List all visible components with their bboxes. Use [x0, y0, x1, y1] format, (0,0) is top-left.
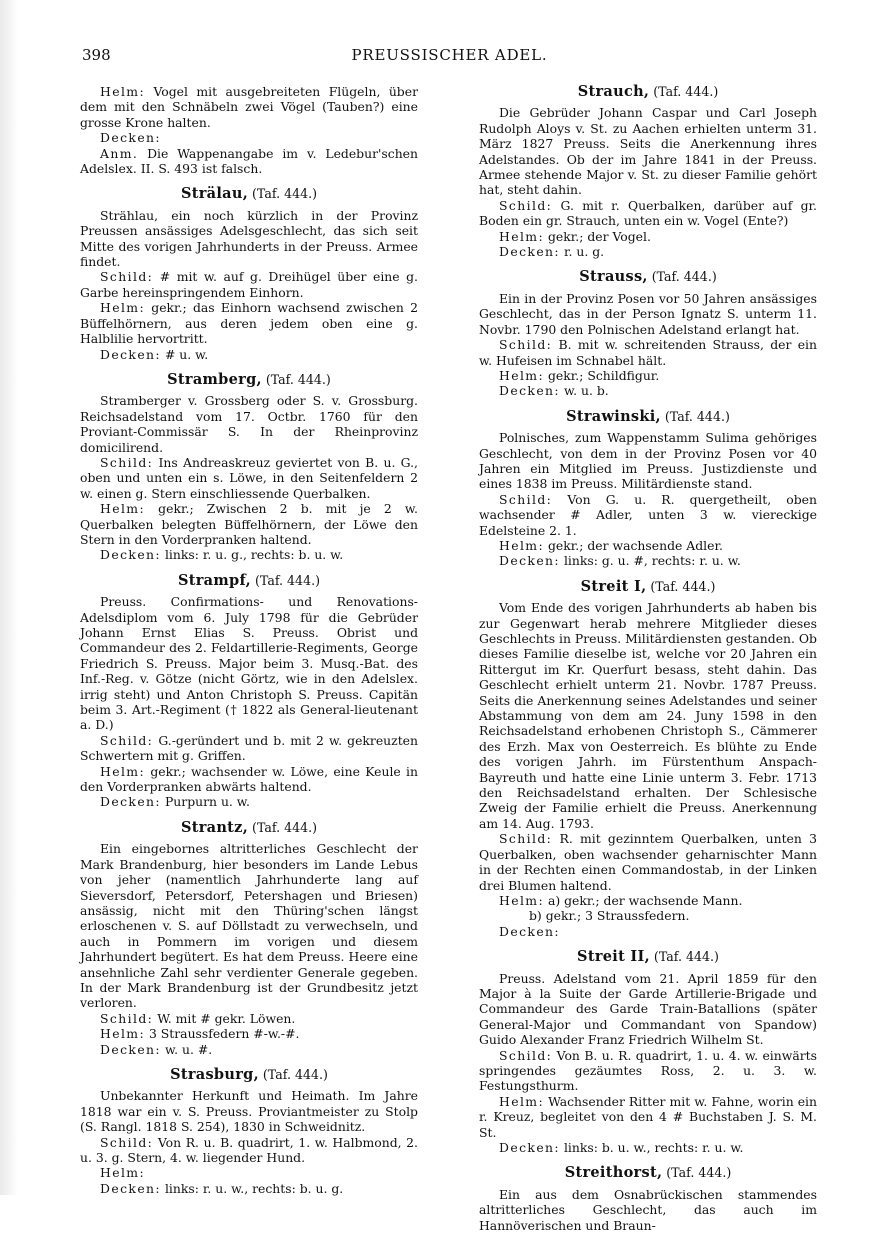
- heraldry-entry: [479, 84, 817, 259]
- field-text: w. u. b.: [560, 383, 609, 399]
- entry-paragraph: [80, 84, 418, 130]
- family-name: Strawinski,: [566, 407, 661, 425]
- field-label: Schild:: [100, 269, 154, 285]
- entry-paragraph: [80, 130, 418, 145]
- plate-reference: (Taf. 444.): [650, 578, 716, 594]
- field-text: Polnisches, zum Wappenstamm Sulima gehöriges Geschlecht, von dem in der Provinz Posen vor 40 Jahren ein Mitglied im Preuss. Justizdienste und eines 1838 im Preuss. Militärdienste stand.: [479, 430, 817, 492]
- family-name: Strauch,: [577, 83, 650, 100]
- entry-paragraph: [479, 244, 817, 259]
- field-text: links: r. u. w., rechts: b. u. g.: [161, 1180, 344, 1196]
- entry-paragraph: [80, 794, 418, 809]
- heraldry-entry: [80, 186, 418, 361]
- entry-paragraph: [479, 368, 817, 383]
- field-label: Decken:: [499, 1140, 561, 1155]
- field-text: gekr.; Zwischen 2 b. mit je 2 w. Querbalken belegten Büffelhörnern, der Löwe den Stern in den Vorderpranken haltend.: [80, 501, 418, 547]
- field-text: Von B. u. R. quadrirt, 1. u. 4. w. einwärts springendes gezäumtes Ross, 2. u. 3. w. Festungsthurm.: [479, 1047, 817, 1094]
- entry-heading: [479, 579, 817, 594]
- page-header: [82, 46, 817, 68]
- entry-paragraph: [479, 924, 817, 939]
- field-label: Decken:: [499, 383, 561, 399]
- field-text: G.-geründert und b. mit 2 w. gekreuzten Schwertern mit g. Griffen.: [80, 732, 418, 764]
- field-text: Purpurn u. w.: [161, 794, 250, 810]
- field-text: # mit w. auf g. Dreihügel über eine g. Garbe hereinspringendem Einhorn.: [80, 269, 418, 300]
- field-label: Decken:: [499, 923, 561, 939]
- field-label: Helm:: [499, 367, 545, 383]
- plate-reference: (Taf. 444.): [653, 84, 719, 99]
- entry-paragraph: [479, 971, 817, 1048]
- field-text: gekr.; Schildfigur.: [544, 367, 660, 383]
- field-label: Decken:: [100, 1180, 162, 1196]
- running-title: PREUSSISCHER ADEL.: [351, 46, 548, 64]
- entry-paragraph: [479, 1094, 817, 1140]
- entry-paragraph: [479, 1140, 817, 1155]
- field-label: Decken:: [100, 794, 162, 810]
- entry-paragraph: [80, 1181, 418, 1196]
- heraldry-entry: [479, 269, 817, 398]
- field-text: Ins Andreaskreuz geviertet von B. u. G., oben und unten ein s. Löwe, in den Seitenfeldern 2 w. einen g. Stern einschliessende Querbalken.: [80, 454, 418, 501]
- entry-paragraph: [479, 229, 817, 244]
- field-label: Schild:: [499, 197, 553, 213]
- entry-heading: [479, 949, 817, 964]
- entry-paragraph: [80, 841, 418, 1010]
- plate-reference: (Taf. 444.): [252, 819, 318, 835]
- entry-paragraph: [80, 764, 418, 795]
- entry-paragraph: [479, 908, 817, 923]
- entry-paragraph: [80, 733, 418, 764]
- field-label: Decken:: [100, 1041, 162, 1057]
- family-name: Strälau,: [180, 185, 249, 203]
- page-number: 398: [82, 46, 111, 64]
- field-label: Anm.: [100, 145, 139, 161]
- field-label: Decken:: [100, 130, 162, 146]
- family-name: Strasburg,: [170, 1065, 259, 1083]
- field-text: gekr.; der Vogel.: [544, 228, 651, 244]
- entry-paragraph: [479, 1187, 817, 1233]
- family-name: Streit II,: [577, 948, 650, 966]
- entry-paragraph: [479, 1048, 817, 1094]
- scan-edge-shadow: [0, 0, 18, 1195]
- field-text: B. mit w. schreitenden Strauss, der ein w. Hufeisen im Schnabel hält.: [479, 337, 817, 368]
- heraldry-entry: [479, 949, 817, 1155]
- field-text: a) gekr.; der wachsende Mann.: [544, 892, 743, 908]
- entry-paragraph: [80, 1135, 418, 1166]
- field-text: Die Wappenangabe im v. Ledebur'schen Adelslex. II. S. 493 ist falsch.: [80, 145, 418, 177]
- field-label: Helm:: [100, 1165, 146, 1181]
- heraldry-entry: [80, 1067, 418, 1196]
- left-column: [80, 84, 418, 1196]
- field-text: Strählau, ein noch kürzlich in der Provinz Preussen ansässiges Adelsgeschlecht, das sich seit Mitte des vorigen Jahrhunderts in der Preuss. Armee findet.: [80, 207, 418, 270]
- plate-reference: (Taf. 444.): [651, 269, 717, 285]
- field-label: Helm:: [100, 501, 146, 517]
- entry-paragraph: [80, 347, 418, 362]
- entry-paragraph: [479, 831, 817, 893]
- plate-reference: (Taf. 444.): [254, 572, 321, 588]
- entry-heading: [80, 372, 418, 387]
- plate-reference: (Taf. 444.): [262, 1066, 328, 1082]
- field-label: Decken:: [100, 346, 162, 362]
- field-text: links: g. u. #, rechts: r. u. w.: [560, 553, 741, 569]
- entry-heading: [80, 1067, 418, 1082]
- entry-paragraph: [479, 383, 817, 398]
- field-text: Ein eingebornes altritterliches Geschlecht der Mark Brandenburg, hier besonders im Lande Lebus von jeher (namentlich Jahrhunderte lang auf Sieversdorf, Petersdorf, Petershagen und Briesen) ansässig, nicht mit den Thüring'schen längst erloschenen v. S. auf Döllstadt zu verwechseln, und auch in Pommern im vorigen und diesem Jahrhundert begütert. Es hat dem Preuss. Heere eine ansehnliche Zahl sehr verdienter Generale gegeben. In der Mark Brandenburg ist der Grundbesitz jetzt verloren.: [80, 841, 418, 1011]
- plate-reference: (Taf. 444.): [265, 371, 331, 387]
- entry-paragraph: [479, 337, 817, 368]
- family-name: Streit I,: [580, 577, 647, 595]
- field-text: Wachsender Ritter mit w. Fahne, worin ein r. Kreuz, begleitet von den 4 # Buchstaben J. S. M. St.: [479, 1093, 817, 1140]
- entry-paragraph: [80, 393, 418, 455]
- field-text: r. u. g.: [560, 244, 605, 260]
- entry-heading: [479, 269, 817, 284]
- heraldry-entry: [80, 820, 418, 1057]
- entry-heading: [80, 820, 418, 835]
- field-label: Helm:: [100, 84, 146, 99]
- field-text: Von R. u. B. quadrirt, 1. w. Halbmond, 2. u. 3. g. Stern, 4. w. liegender Hund.: [80, 1134, 418, 1165]
- field-label: Helm:: [499, 892, 545, 908]
- field-label: Schild:: [100, 1134, 154, 1150]
- entry-paragraph: [80, 269, 418, 300]
- field-text: G. mit r. Querbalken, darüber auf gr. Boden ein gr. Strauch, unten ein w. Vogel (Ente?): [479, 197, 817, 229]
- plate-reference: (Taf. 444.): [653, 949, 719, 965]
- family-name: Strampf,: [177, 571, 252, 589]
- entry-heading: [479, 84, 817, 99]
- field-label: Schild:: [499, 1047, 553, 1063]
- field-text: R. mit gezinntem Querbalken, unten 3 Querbalken, oben wachsender geharnischter Mann in der Rechten einen Commandostab, in der Linken drei Blumen haltend.: [479, 831, 817, 893]
- entry-paragraph: [479, 198, 817, 229]
- heraldry-entry: [80, 573, 418, 810]
- field-label: Helm:: [499, 1093, 545, 1109]
- field-label: Helm:: [100, 1026, 146, 1042]
- field-label: Helm:: [499, 228, 545, 244]
- field-label: Schild:: [499, 491, 553, 507]
- field-label: Schild:: [499, 831, 553, 847]
- entry-heading: [80, 573, 418, 588]
- entry-paragraph: [479, 553, 817, 568]
- field-text: W. mit # gekr. Löwen.: [153, 1010, 296, 1026]
- field-text: Vogel mit ausgebreiteten Flügeln, über dem mit den Schnäbeln zwei Vögel (Tauben?) eine grosse Krone halten.: [80, 84, 418, 130]
- field-text: Die Gebrüder Johann Caspar und Carl Joseph Rudolph Aloys v. St. zu Aachen erhielten unterm 31. März 1827 Preuss. Seits die Anerkennung ihres Adelstandes. Ob der im Jahre 1841 in der Preuss. Armee stehende Major v. St. zu dieser Familie gehört hat, steht dahin.: [479, 105, 817, 198]
- entry-heading: [479, 409, 817, 424]
- field-text: Vom Ende des vorigen Jahrhunderts ab haben bis zur Gegenwart herab mehrere Mitglieder dieses Geschlechts in Preuss. Militärdiensten gestanden. Ob dieses Familie dieselbe ist, welche vor 20 Jahren ein Rittergut im Kr. Querfurt besass, steht dahin. Das Geschlecht erhielt unterm 21. Novbr. 1787 Preuss. Seits die Anerkennung seines Adelstandes und seiner Abstammung von dem am 24. Juny 1598 in den Reichsadelstand erhobenen Christoph S., Cämmerer des Erzh. Max von Oesterreich. Es blühte zu Ende des vorigen Jahrh. im Fürstenthum Anspach-Bayreuth und hatte eine Linie unterm 3. Febr. 1713 den Reichsadelstand erhalten. Der Schlesische Zweig der Familie erhielt die Preuss. Anerkennung am 14. Aug. 1793.: [479, 600, 817, 831]
- field-text: w. u. #.: [161, 1041, 213, 1057]
- entry-paragraph: [479, 893, 817, 908]
- field-text: links: r. u. g., rechts: b. u. w.: [161, 547, 344, 563]
- continued-entry: [80, 84, 418, 176]
- entry-paragraph: [479, 538, 817, 553]
- entry-paragraph: [479, 430, 817, 492]
- plate-reference: (Taf. 444.): [666, 1165, 732, 1181]
- field-text: gekr.; der wachsende Adler.: [544, 537, 723, 553]
- entry-heading: [479, 1165, 817, 1180]
- heraldry-entry: [479, 1165, 817, 1233]
- entry-paragraph: [80, 1011, 418, 1026]
- entry-paragraph: [479, 105, 817, 197]
- family-name: Strantz,: [180, 818, 249, 836]
- entry-paragraph: [80, 1088, 418, 1134]
- field-text: Preuss. Confirmations- und Renovations-Adelsdiplom vom 6. July 1798 für die Gebrüder Johann Ernst Elias S. Preuss. Obrist und Commandeur des 2. Feldartillerie-Regiments, George Friedrich S. Preuss. Major beim 3. Musq.-Bat. des Inf.-Reg. v. Götze (nicht Görtz, wie in den Adelslex. irrig steht) und Anton Christoph S. Preuss. Capitän beim 3. Art.-Regiment († 1822 als General-lieutenant a. D.): [80, 594, 418, 733]
- field-label: Schild:: [100, 454, 154, 470]
- field-text: Ein in der Provinz Posen vor 50 Jahren ansässiges Geschlecht, das in der Person Ignatz S. unterm 11. Novbr. 1790 den Polnischen Adelstand erlangt hat.: [479, 290, 817, 337]
- entry-paragraph: [80, 594, 418, 733]
- entry-paragraph: [80, 1042, 418, 1057]
- field-label: Helm:: [499, 537, 545, 553]
- field-label: Helm:: [100, 763, 146, 779]
- field-text: 3 Straussfedern #-w.-#.: [145, 1026, 300, 1042]
- field-text: Ein aus dem Osnabrückischen stammendes altritterliches Geschlecht, das auch im Hannöverischen und Braun-: [479, 1186, 817, 1233]
- entry-paragraph: [80, 1165, 418, 1180]
- entry-paragraph: [80, 1026, 418, 1041]
- right-column: [479, 84, 817, 1233]
- family-name: Stramberg,: [167, 370, 262, 388]
- field-text: b) gekr.; 3 Straussfedern.: [529, 908, 690, 924]
- field-text: Unbekannter Herkunft und Heimath. Im Jahre 1818 war ein v. S. Preuss. Proviantmeister zu Stolp (S. Rangl. 1818 S. 254), 1830 in Schweidnitz.: [80, 1088, 418, 1135]
- field-label: Schild:: [100, 732, 154, 748]
- entry-paragraph: [479, 291, 817, 337]
- heraldry-entry: [479, 579, 817, 939]
- family-name: Strauss,: [579, 268, 648, 286]
- field-label: Decken:: [499, 244, 561, 260]
- field-label: Schild:: [499, 337, 553, 353]
- field-text: Stramberger v. Grossberg oder S. v. Grossburg. Reichsadelstand vom 17. Octbr. 1760 für den Proviant-Commissär S. In der Rheinprovinz domicilirend.: [80, 393, 418, 455]
- field-text: links: b. u. w., rechts: r. u. w.: [560, 1140, 744, 1155]
- entry-paragraph: [479, 492, 817, 538]
- field-text: gekr.; wachsender w. Löwe, eine Keule in den Vorderpranken abwärts haltend.: [80, 763, 418, 795]
- field-label: Schild:: [100, 1010, 154, 1026]
- field-text: # u. w.: [161, 346, 209, 362]
- entry-paragraph: [80, 300, 418, 346]
- heraldry-entry: [479, 409, 817, 569]
- entry-paragraph: [80, 208, 418, 270]
- field-label: Helm:: [100, 300, 146, 316]
- entry-heading: [80, 186, 418, 201]
- field-text: gekr.; das Einhorn wachsend zwischen 2 Büffelhörnern, aus deren jedem oben eine g. Halblilie hervortritt.: [80, 300, 418, 347]
- entry-paragraph: [80, 455, 418, 501]
- plate-reference: (Taf. 444.): [664, 408, 730, 424]
- field-text: Preuss. Adelstand vom 21. April 1859 für den Major à la Suite der Garde Artillerie-Brigade und Commandeur des Garde Train-Batallions (später General-Major und Commandant von Spandow) Guido Alexander Franz Friedrich Wilhelm St.: [479, 970, 817, 1048]
- entry-paragraph: [479, 600, 817, 831]
- entry-paragraph: [80, 501, 418, 547]
- plate-reference: (Taf. 444.): [252, 186, 318, 202]
- entry-paragraph: [80, 146, 418, 177]
- field-text: Von G. u. R. quergetheilt, oben wachsender # Adler, unten 3 w. viereckige Edelsteine 2. 1.: [479, 491, 817, 538]
- field-label: Decken:: [100, 547, 162, 563]
- entry-paragraph: [80, 547, 418, 562]
- field-label: Decken:: [499, 553, 561, 569]
- family-name: Streithorst,: [564, 1164, 663, 1182]
- heraldry-entry: [80, 372, 418, 563]
